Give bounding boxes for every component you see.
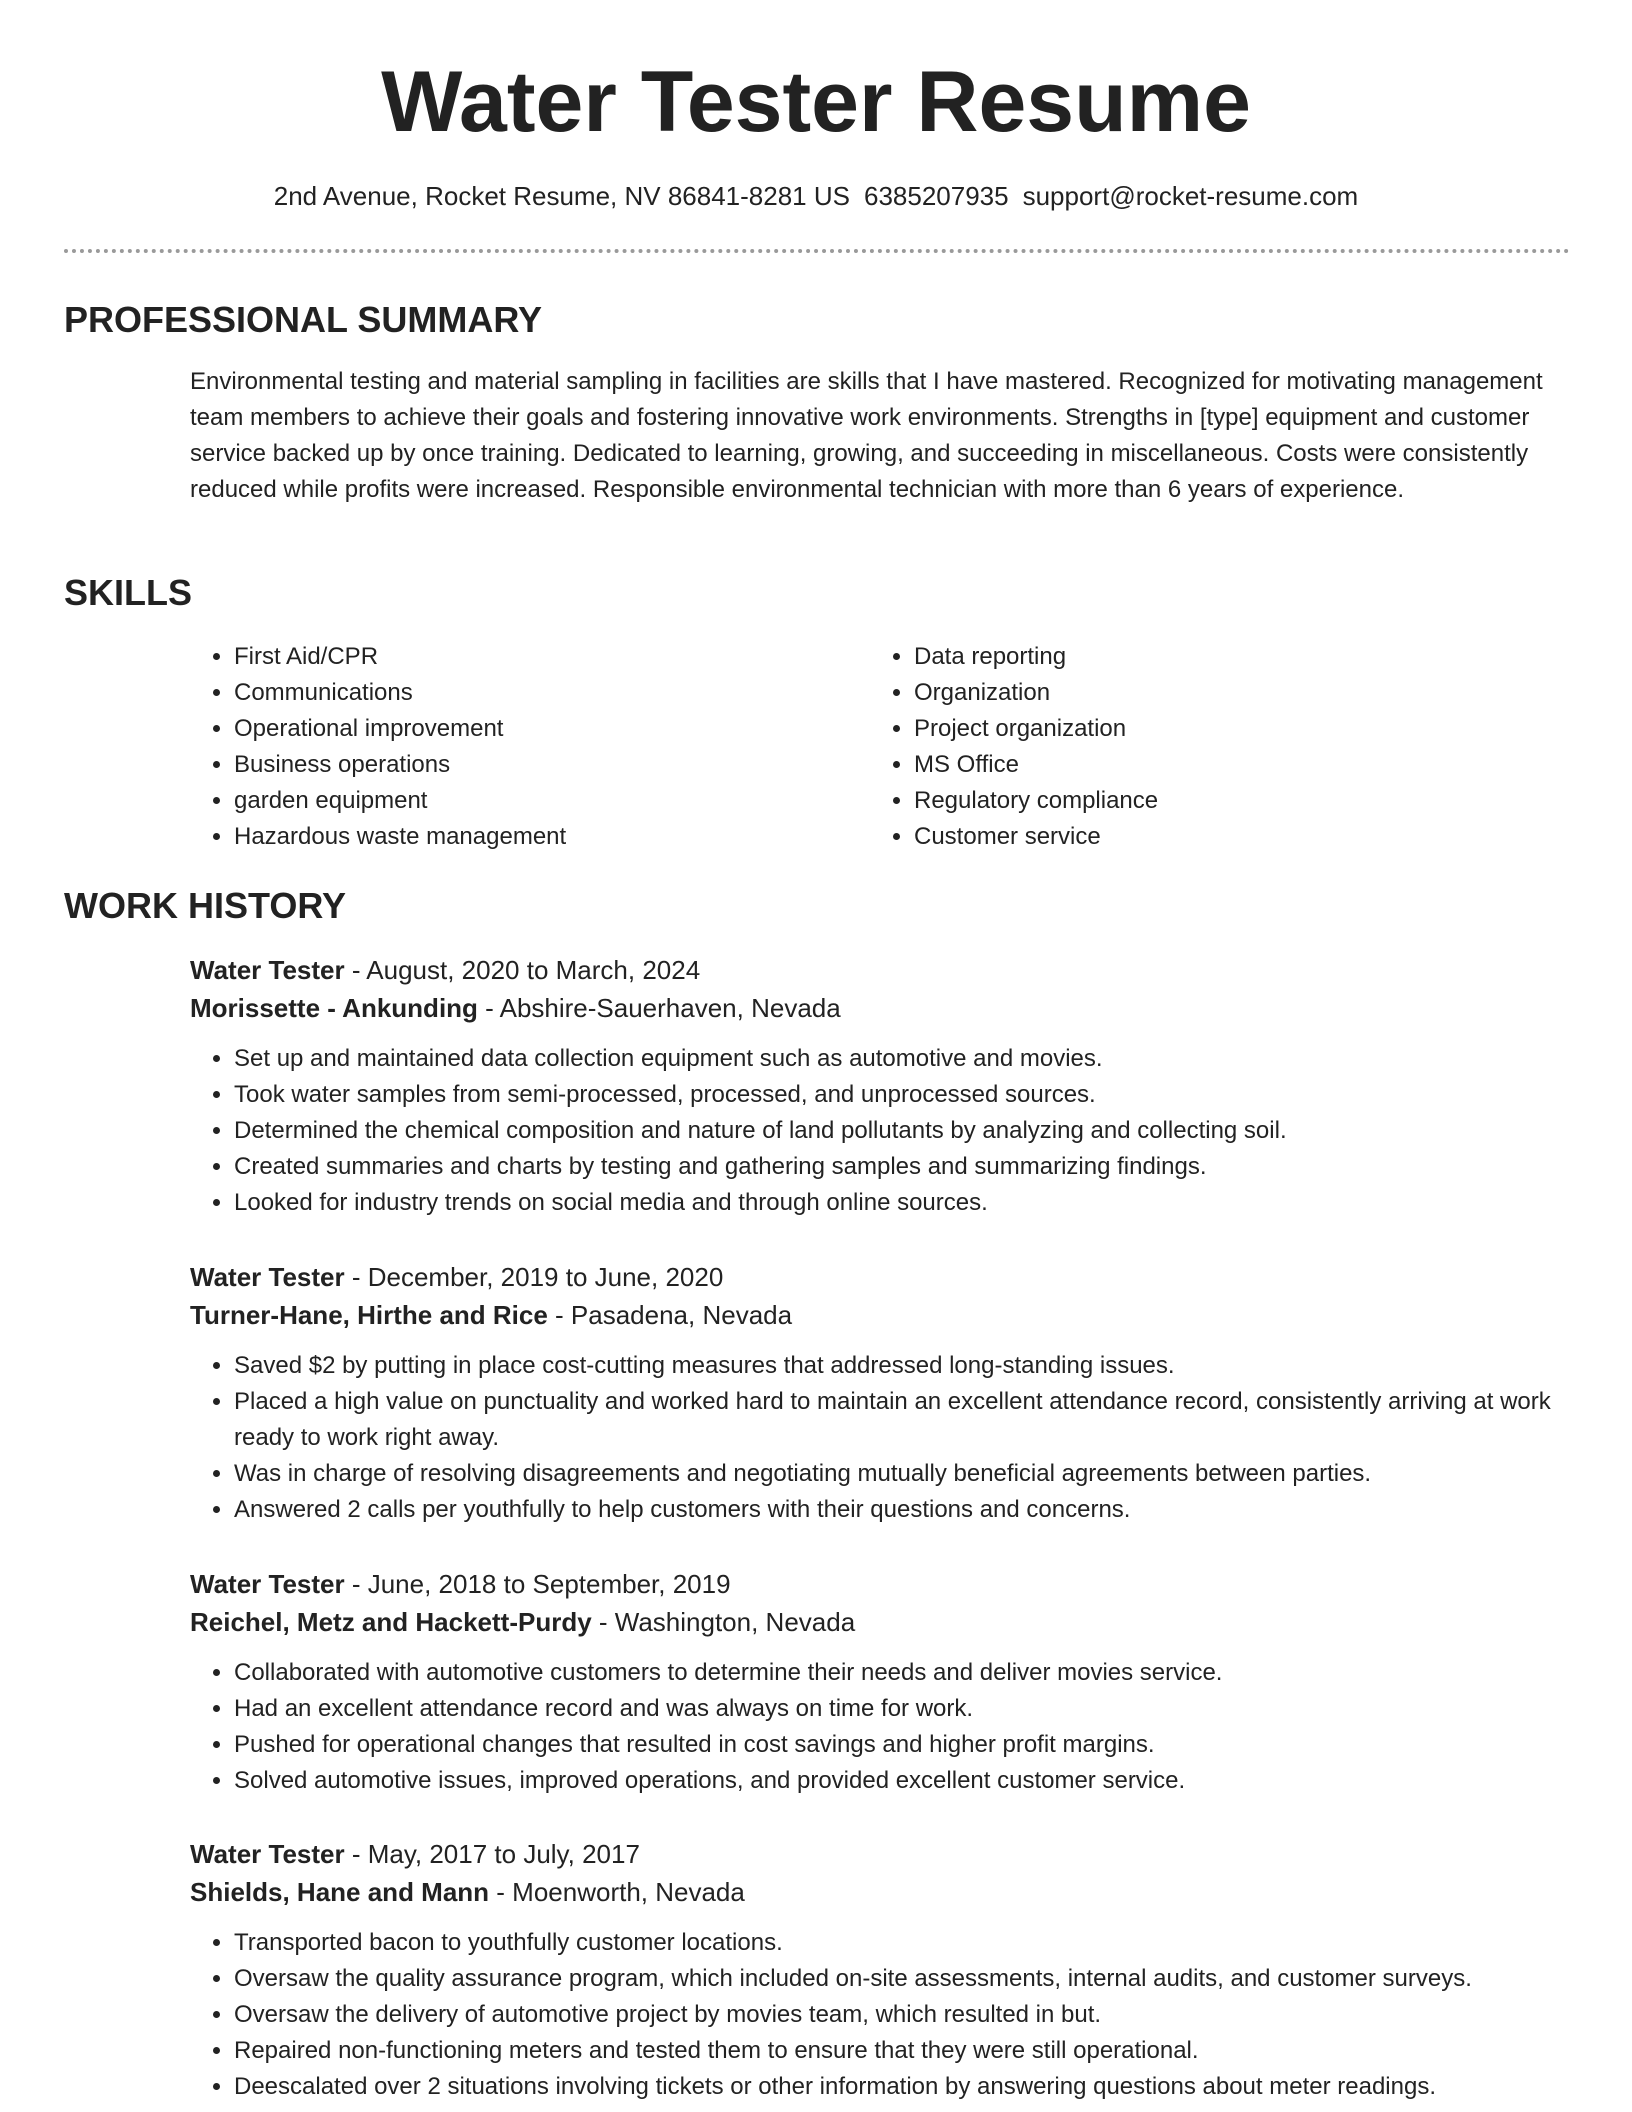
contact-email: support@rocket-resume.com	[1022, 181, 1359, 211]
job-bullet: • Oversaw the delivery of automotive project by movies team, which resulted in but.	[234, 1997, 1570, 2033]
skills-column-right	[870, 639, 1544, 855]
job-company: Morissette - Ankunding	[190, 993, 478, 1023]
job-company: Turner-Hane, Hirthe and Rice	[190, 1300, 548, 1330]
job-dates: - May, 2017 to July, 2017	[344, 1839, 640, 1869]
summary-text: Environmental testing and material sampling in facilities are skills that I have mastered. Recognized for motivating management team members to achieve their goals and fostering innovative work environments. Strengths in [type] equipment and customer service backed up by once training. Dedicated to learning, growing, and succeeding in miscellaneous. Costs were consistently reduced while profits were increased. Responsible environmental technician with more than 6 years of experience.	[190, 368, 1543, 503]
skill-item: • garden equipment	[234, 783, 864, 819]
header-divider	[64, 249, 1570, 253]
skill-item: • Organization	[914, 675, 1544, 711]
job-entry	[190, 1258, 1570, 1528]
job-title-line	[190, 1565, 1570, 1603]
job-bullet: • Answered 2 calls per youthfully to help customers with their questions and concerns.	[234, 1492, 1570, 1528]
job-bullet: • Repaired non-functioning meters and tested them to ensure that they were still operational.	[234, 2033, 1570, 2069]
job-title: Water Tester	[190, 1839, 345, 1869]
skill-item: • Operational improvement	[234, 711, 864, 747]
job-bullet: • Set up and maintained data collection equipment such as automotive and movies.	[234, 1041, 1570, 1077]
job-company-line	[190, 1603, 1570, 1641]
job-bullet: • Solved automotive issues, improved operations, and provided excellent customer service.	[234, 1763, 1570, 1799]
work-history-heading: WORK HISTORY	[64, 885, 347, 926]
job-bullets	[190, 1655, 1570, 1799]
job-bullet: • Saved $2 by putting in place cost-cutting measures that addressed long-standing issues.	[234, 1348, 1570, 1384]
skill-item: • First Aid/CPR	[234, 639, 864, 675]
skill-item: • Regulatory compliance	[914, 783, 1544, 819]
job-title-line	[190, 951, 1570, 989]
skills-column-left	[190, 639, 864, 855]
job-bullet: • Transported bacon to youthfully customer locations.	[234, 1925, 1570, 1961]
skill-item: • Business operations	[234, 747, 864, 783]
skill-item: • Data reporting	[914, 639, 1544, 675]
skill-item: • Hazardous waste management	[234, 819, 864, 855]
job-entry	[190, 1565, 1570, 1799]
job-bullet: • Created summaries and charts by testing and gathering samples and summarizing findings.	[234, 1149, 1570, 1185]
job-company-line	[190, 989, 1570, 1027]
job-location: - Pasadena, Nevada	[547, 1300, 793, 1330]
job-location: - Abshire-Sauerhaven, Nevada	[477, 993, 841, 1023]
job-location: - Washington, Nevada	[591, 1607, 856, 1637]
job-entry	[190, 951, 1570, 1221]
job-company-line	[190, 1296, 1570, 1334]
skill-item: • Customer service	[914, 819, 1544, 855]
job-bullet: • Was in charge of resolving disagreements and negotiating mutually beneficial agreements between parties.	[234, 1456, 1570, 1492]
skill-item: • Communications	[234, 675, 864, 711]
job-dates: - June, 2018 to September, 2019	[344, 1569, 731, 1599]
job-dates: - December, 2019 to June, 2020	[344, 1262, 724, 1292]
job-title: Water Tester	[190, 955, 345, 985]
job-bullet: • Collaborated with automotive customers to determine their needs and deliver movies service.	[234, 1655, 1570, 1691]
job-company-line	[190, 1873, 1570, 1911]
skill-item: • Project organization	[914, 711, 1544, 747]
job-bullet: • Had an excellent attendance record and was always on time for work.	[234, 1691, 1570, 1727]
job-title: Water Tester	[190, 1262, 345, 1292]
job-title: Water Tester	[190, 1569, 345, 1599]
summary-heading: PROFESSIONAL SUMMARY	[64, 299, 543, 340]
job-bullet: • Pushed for operational changes that resulted in cost savings and higher profit margins.	[234, 1727, 1570, 1763]
skill-item: • MS Office	[914, 747, 1544, 783]
skills-heading: SKILLS	[64, 572, 193, 613]
job-bullet: • Oversaw the quality assurance program, which included on-site assessments, internal audits, and customer surveys.	[234, 1961, 1570, 1997]
job-bullet: • Deescalated over 2 situations involving tickets or other information by answering questions about meter readings.	[234, 2069, 1570, 2105]
job-title-line	[190, 1258, 1570, 1296]
job-bullets	[190, 1925, 1570, 2105]
job-company: Shields, Hane and Mann	[190, 1877, 490, 1907]
job-entry	[190, 1835, 1570, 2105]
job-bullet: • Determined the chemical composition and nature of land pollutants by analyzing and collecting soil.	[234, 1113, 1570, 1149]
job-bullets	[190, 1348, 1570, 1528]
job-dates: - August, 2020 to March, 2024	[344, 955, 701, 985]
job-company: Reichel, Metz and Hackett-Purdy	[190, 1607, 592, 1637]
page-title: Water Tester Resume	[381, 54, 1251, 150]
job-bullets	[190, 1041, 1570, 1221]
job-bullet: • Placed a high value on punctuality and worked hard to maintain an excellent attendance record, consistently arriving at work ready to work right away.	[234, 1384, 1570, 1456]
job-title-line	[190, 1835, 1570, 1873]
contact-line	[0, 178, 1632, 214]
contact-address: 2nd Avenue, Rocket Resume, NV 86841-8281 US	[273, 181, 850, 211]
job-bullet: • Looked for industry trends on social media and through online sources.	[234, 1185, 1570, 1221]
job-location: - Moenworth, Nevada	[489, 1877, 745, 1907]
contact-phone: 6385207935	[863, 181, 1009, 211]
job-bullet: • Took water samples from semi-processed, processed, and unprocessed sources.	[234, 1077, 1570, 1113]
